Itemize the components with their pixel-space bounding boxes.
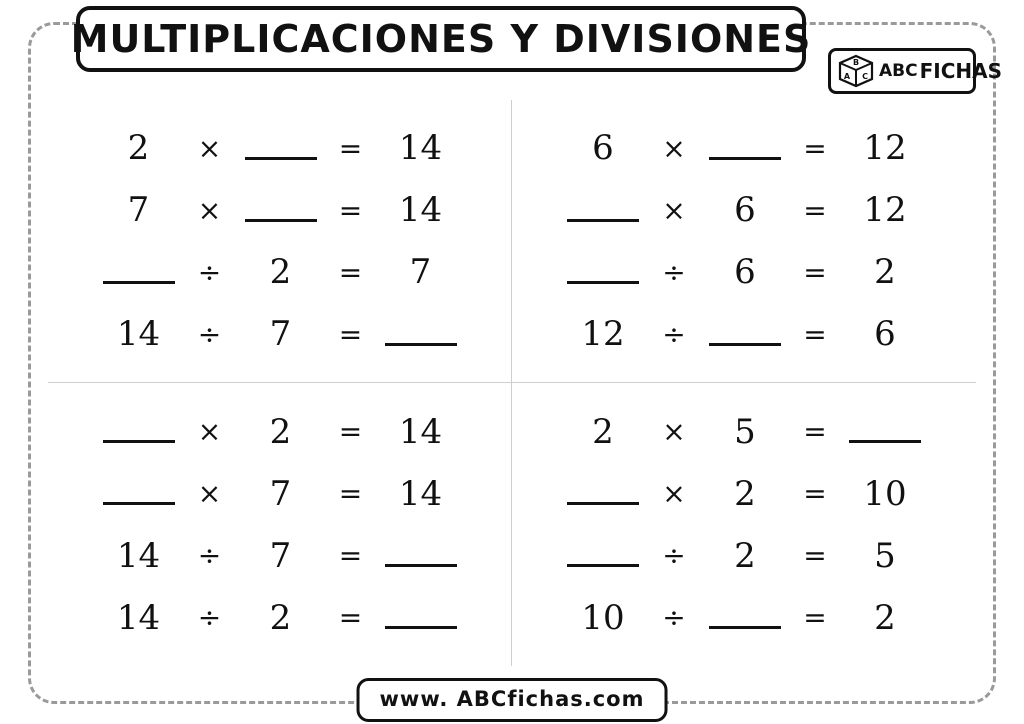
answer-blank[interactable]	[385, 600, 457, 629]
answer-blank[interactable]	[709, 317, 781, 346]
result: 12	[863, 128, 907, 168]
equation-row	[555, 530, 933, 582]
result: 12	[863, 190, 907, 230]
equals-sign: =	[338, 477, 363, 510]
operator: ÷	[662, 539, 686, 572]
footer-url: www. ABCfichas.com	[379, 687, 645, 711]
equation-row	[91, 184, 469, 236]
answer-blank[interactable]	[709, 600, 781, 629]
result: 14	[398, 411, 443, 452]
logo-fichas-text: FICHAS	[919, 59, 1002, 83]
exercise-grid	[48, 100, 976, 666]
operand-a: 6	[592, 128, 614, 168]
operator: ÷	[662, 317, 686, 351]
block-top-left	[48, 100, 512, 383]
operand-a: 14	[116, 597, 161, 638]
equation-row	[555, 592, 933, 644]
operand-b: 2	[734, 535, 756, 576]
block-bottom-left	[48, 383, 512, 666]
equation-row	[555, 122, 933, 174]
operator: ×	[662, 477, 686, 510]
operand-b[interactable]	[233, 193, 329, 228]
operand-b: 2	[269, 597, 292, 638]
operand-a[interactable]	[91, 255, 187, 290]
equals-sign: =	[338, 255, 363, 289]
operand-a: 12	[581, 314, 625, 354]
operator: ×	[662, 415, 686, 448]
logo-abc-text: ABC	[879, 61, 918, 81]
operand-a: 7	[127, 190, 150, 230]
operator: ÷	[197, 601, 222, 634]
answer-blank[interactable]	[103, 414, 175, 443]
operand-b: 7	[269, 473, 292, 514]
result: 7	[409, 252, 432, 292]
equals-sign: =	[338, 131, 363, 165]
operator: ÷	[662, 255, 686, 289]
equals-sign: =	[338, 317, 363, 351]
result: 5	[874, 535, 896, 576]
operator: ÷	[197, 539, 222, 572]
answer-blank[interactable]	[103, 476, 175, 505]
equation-row	[555, 246, 933, 298]
operand-b[interactable]	[233, 131, 329, 166]
operator: ×	[197, 477, 222, 510]
operand-a[interactable]	[91, 414, 187, 449]
equation-row	[91, 246, 469, 298]
equals-sign: =	[338, 193, 363, 227]
operand-a[interactable]	[555, 538, 651, 573]
answer-blank[interactable]	[567, 538, 639, 567]
answer-blank[interactable]	[103, 255, 175, 284]
answer-blank[interactable]	[385, 317, 457, 346]
operand-b: 2	[734, 473, 756, 514]
operand-b: 2	[269, 411, 292, 452]
result[interactable]	[373, 317, 469, 352]
operator: ×	[662, 131, 686, 165]
operand-a[interactable]	[555, 193, 651, 228]
operand-b[interactable]	[697, 131, 793, 166]
operand-b: 2	[269, 252, 292, 292]
operator: ×	[197, 415, 222, 448]
equation-row	[91, 592, 469, 644]
operand-a: 14	[116, 535, 161, 576]
operator: ×	[662, 193, 686, 227]
answer-blank[interactable]	[245, 131, 317, 160]
answer-blank[interactable]	[245, 193, 317, 222]
equals-sign: =	[803, 255, 827, 289]
equation-row	[555, 308, 933, 360]
operator: ÷	[662, 601, 686, 634]
equation-row	[91, 122, 469, 174]
equals-sign: =	[803, 477, 827, 510]
operator: ÷	[197, 317, 222, 351]
operand-b: 5	[734, 411, 756, 452]
result[interactable]	[373, 538, 469, 573]
operand-b: 6	[734, 252, 756, 292]
operand-a[interactable]	[91, 476, 187, 511]
operand-b: 7	[269, 314, 292, 354]
equals-sign: =	[803, 317, 827, 351]
answer-blank[interactable]	[849, 414, 921, 443]
cube-icon	[837, 54, 875, 88]
operand-a[interactable]	[555, 476, 651, 511]
equals-sign: =	[803, 601, 827, 634]
answer-blank[interactable]	[567, 193, 639, 222]
operand-b[interactable]	[697, 600, 793, 635]
block-top-right	[512, 100, 976, 383]
result: 6	[874, 314, 896, 354]
footer-url-box	[357, 678, 668, 722]
result: 2	[874, 252, 896, 292]
operator: ×	[197, 193, 222, 227]
equation-row	[91, 468, 469, 520]
operand-a: 10	[581, 597, 625, 638]
block-bottom-right	[512, 383, 976, 666]
answer-blank[interactable]	[709, 131, 781, 160]
equals-sign: =	[338, 539, 363, 572]
operand-a: 14	[116, 314, 161, 354]
equation-row	[91, 308, 469, 360]
equals-sign: =	[803, 131, 827, 165]
equals-sign: =	[338, 415, 363, 448]
equation-row	[555, 468, 933, 520]
result: 2	[874, 597, 896, 638]
svg-text:B: B	[852, 58, 860, 67]
answer-blank[interactable]	[567, 255, 639, 284]
operator: ÷	[197, 255, 222, 289]
operand-a: 2	[127, 128, 150, 168]
operator: ×	[197, 131, 222, 165]
result: 14	[398, 473, 443, 514]
answer-blank[interactable]	[567, 476, 639, 505]
operand-b: 6	[734, 190, 756, 230]
equals-sign: =	[803, 539, 827, 572]
equation-row	[91, 530, 469, 582]
equals-sign: =	[803, 415, 827, 448]
result: 14	[398, 128, 443, 168]
equation-row	[555, 406, 933, 458]
result: 10	[863, 473, 907, 514]
abcfichas-logo	[828, 48, 1002, 94]
operand-a: 2	[592, 411, 614, 452]
operand-b: 7	[269, 535, 292, 576]
operand-b[interactable]	[697, 317, 793, 352]
equation-row	[91, 406, 469, 458]
svg-text:A: A	[843, 72, 851, 81]
page-title: MULTIPLICACIONES Y DIVISIONES	[70, 17, 812, 61]
result: 14	[398, 190, 443, 230]
operand-a[interactable]	[555, 255, 651, 290]
result[interactable]	[373, 600, 469, 635]
answer-blank[interactable]	[385, 538, 457, 567]
equals-sign: =	[338, 601, 363, 634]
svg-text:C: C	[862, 72, 868, 81]
equals-sign: =	[803, 193, 827, 227]
equation-row	[555, 184, 933, 236]
worksheet-title-box	[70, 6, 812, 72]
result[interactable]	[837, 414, 933, 449]
